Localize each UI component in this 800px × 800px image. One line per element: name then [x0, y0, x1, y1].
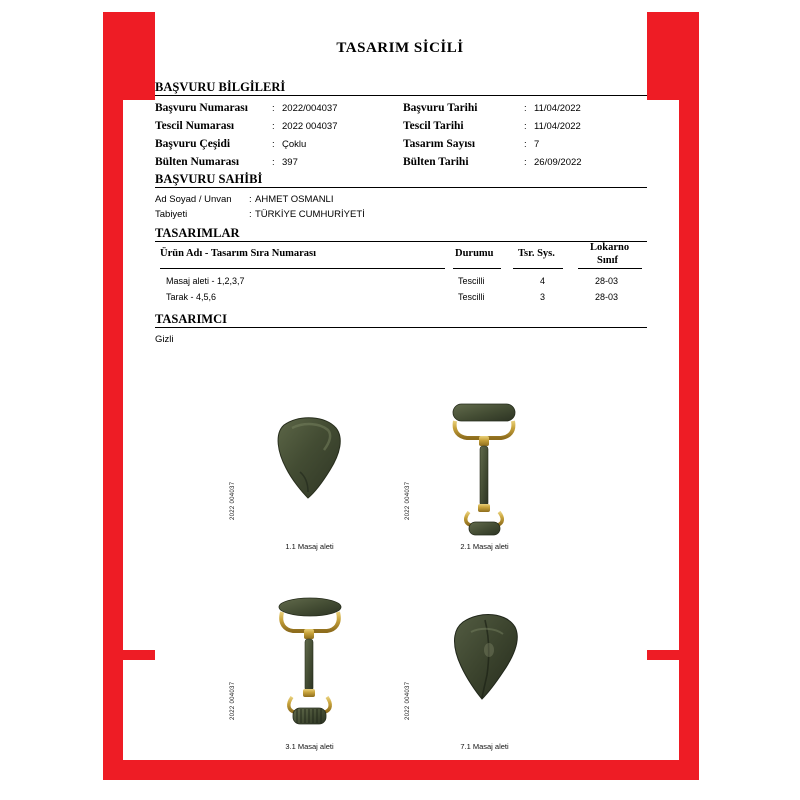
design-image-gua-sha-stone-dark	[397, 580, 572, 755]
field-value-basvuru-tarihi: 11/04/2022	[534, 103, 581, 114]
field-label-bulten-numarasi: Bülten Numarası	[155, 156, 240, 168]
design-image-gua-sha-stone	[222, 380, 397, 555]
table-header-underline	[578, 268, 642, 269]
field-value-tescil-numarasi: 2022 004037	[282, 121, 338, 132]
table-row: Tarak - 4,5,6	[166, 292, 217, 302]
design-image-jade-roller-textured	[222, 580, 397, 755]
field-label-tasarim-sayisi: Tasarım Sayısı	[403, 138, 476, 150]
field-label-ad-soyad-unvan: Ad Soyad / Unvan	[155, 194, 232, 205]
field-label-tabiyeti: Tabiyeti	[155, 209, 188, 220]
section-heading-applicant: BAŞVURU SAHİBİ	[155, 172, 263, 186]
page-title: TASARIM SİCİLİ	[336, 40, 464, 56]
field-separator: :	[272, 139, 275, 150]
table-row-status: Tescilli	[458, 276, 485, 286]
section-heading-designs: TASARIMLAR	[155, 226, 240, 240]
table-row-status: Tescilli	[458, 292, 485, 302]
field-value-basvuru-numarasi: 2022/004037	[282, 103, 338, 114]
section-heading-designer: TASARIMCI	[155, 312, 227, 326]
field-value-bulten-tarihi: 26/09/2022	[534, 157, 582, 168]
figure-panel-4	[397, 580, 572, 755]
figure-panel-2	[397, 380, 572, 555]
section-divider	[155, 95, 647, 96]
design-image-jade-roller-double	[397, 380, 572, 555]
field-separator: :	[524, 103, 527, 114]
field-value-ad-soyad-unvan: AHMET OSMANLI	[255, 194, 334, 205]
table-row: Masaj aleti - 1,2,3,7	[166, 276, 245, 286]
field-separator: :	[272, 157, 275, 168]
section-divider	[155, 241, 647, 242]
table-row-locarno: 28-03	[595, 276, 619, 286]
figure-panel-1	[222, 380, 397, 555]
field-label-basvuru-cesidi: Başvuru Çeşidi	[155, 138, 231, 150]
field-label-tescil-tarihi: Tescil Tarihi	[403, 120, 464, 132]
table-header-status: Durumu	[455, 248, 494, 259]
field-separator: :	[524, 157, 527, 168]
field-value-basvuru-cesidi: Çoklu	[282, 139, 307, 150]
table-header-underline	[160, 268, 445, 269]
table-header-locarno-line2: Sınıf	[597, 255, 619, 266]
figure-caption-1: 1.1 Masaj aleti	[285, 542, 334, 551]
table-header-count: Tsr. Sys.	[518, 248, 555, 259]
section-divider	[155, 187, 647, 188]
table-row-locarno: 28-03	[595, 292, 619, 302]
field-value-tasarim-sayisi: 7	[534, 139, 540, 150]
section-divider	[155, 327, 647, 328]
field-separator: :	[249, 194, 252, 205]
table-header-underline	[453, 268, 501, 269]
figure-caption-4: 7.1 Masaj aleti	[460, 742, 509, 751]
field-value-tabiyeti: TÜRKİYE CUMHURİYETİ	[255, 209, 365, 220]
figure-side-code-2: 2022 004037	[405, 481, 411, 520]
field-separator: :	[272, 121, 275, 132]
field-label-basvuru-numarasi: Başvuru Numarası	[155, 102, 248, 114]
field-separator: :	[524, 121, 527, 132]
field-value-tescil-tarihi: 11/04/2022	[534, 121, 581, 132]
table-row-count: 4	[540, 276, 546, 286]
table-row-count: 3	[540, 292, 546, 302]
field-separator: :	[272, 103, 275, 114]
field-value-bulten-numarasi: 397	[282, 157, 298, 168]
figure-caption-2: 2.1 Masaj aleti	[460, 542, 509, 551]
field-label-bulten-tarihi: Bülten Tarihi	[403, 156, 469, 168]
field-separator: :	[249, 209, 252, 220]
field-separator: :	[524, 139, 527, 150]
field-label-basvuru-tarihi: Başvuru Tarihi	[403, 102, 478, 114]
table-header-underline	[513, 268, 563, 269]
figure-caption-3: 3.1 Masaj aleti	[285, 742, 334, 751]
figure-panel-3	[222, 580, 397, 755]
table-header-locarno-line1: Lokarno	[590, 242, 630, 253]
figure-side-code-1: 2022 004037	[230, 481, 236, 520]
field-label-tescil-numarasi: Tescil Numarası	[155, 120, 235, 132]
table-header-product: Ürün Adı - Tasarım Sıra Numarası	[160, 248, 317, 259]
designer-value: Gizli	[155, 334, 174, 345]
figure-side-code-4: 2022 004037	[405, 681, 411, 720]
section-heading-application-info: BAŞVURU BİLGİLERİ	[155, 80, 286, 94]
figure-side-code-3: 2022 004037	[230, 681, 236, 720]
